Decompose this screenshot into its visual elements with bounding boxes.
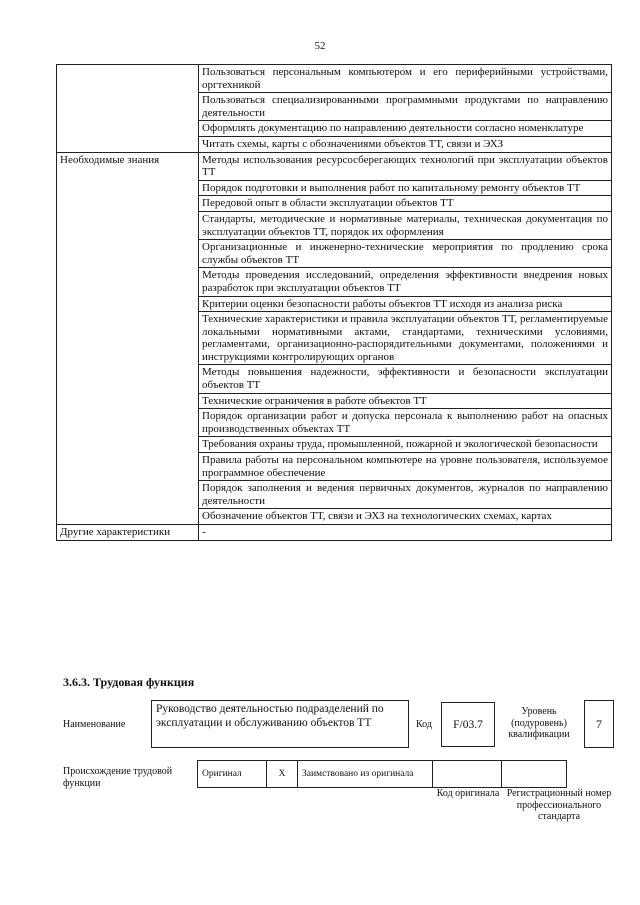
requirements-table bbox=[56, 64, 612, 541]
other-characteristics-value: - bbox=[199, 525, 612, 541]
code-label: Код bbox=[416, 719, 432, 730]
code-original-cell bbox=[433, 761, 502, 788]
knowledge-label: Необходимые знания bbox=[57, 152, 199, 524]
origin-label: Происхождение трудовой функции bbox=[63, 766, 173, 789]
original-mark: X bbox=[267, 761, 298, 788]
knowledge-item: Технические ограничения в работе объектов ТТ bbox=[199, 393, 612, 409]
knowledge-item: Методы повышения надежности, эффективности и безопасности эксплуатации объектов ТТ bbox=[199, 365, 612, 393]
table-row bbox=[57, 152, 612, 180]
page-number: 52 bbox=[314, 40, 326, 52]
original-label: Оригинал bbox=[198, 761, 267, 788]
other-characteristics-label: Другие характеристики bbox=[57, 525, 199, 541]
knowledge-item: Правила работы на персональном компьютере на уровне пользователя, используемое программное обеспечение bbox=[199, 453, 612, 481]
table-row bbox=[198, 761, 567, 788]
empty-label-cell bbox=[57, 65, 199, 153]
knowledge-item: Методы проведения исследований, определения эффективности внедрения новых разработок при эксплуатации объектов ТТ bbox=[199, 268, 612, 296]
skill-item: Пользоваться персональным компьютером и его периферийными устройствами, оргтехникой bbox=[199, 65, 612, 93]
function-name-box: Руководство деятельностью подразделений по эксплуатации и обслуживанию объектов ТТ bbox=[151, 700, 409, 748]
section-title: 3.6.3. Трудовая функция bbox=[63, 675, 195, 689]
reg-number-caption: Регистрационный номер профессионального стандарта bbox=[506, 788, 612, 822]
knowledge-item: Стандарты, методические и нормативные материалы, техническая документация по эксплуатации объектов ТТ, порядок их оформления bbox=[199, 211, 612, 239]
borrowed-label: Заимствовано из оригинала bbox=[298, 761, 433, 788]
knowledge-item: Организационные и инженерно-технические мероприятия по продлению срока службы объектов ТТ bbox=[199, 240, 612, 268]
knowledge-item: Требования охраны труда, промышленной, пожарной и экологической безопасности bbox=[199, 437, 612, 453]
function-code-box: F/03.7 bbox=[441, 702, 495, 747]
skill-item: Оформлять документацию по направлению деятельности согласно номенклатуре bbox=[199, 121, 612, 137]
name-label: Наименование bbox=[63, 719, 126, 730]
skill-item: Читать схемы, карты с обозначениями объектов ТТ, связи и ЭХЗ bbox=[199, 136, 612, 152]
knowledge-item: Критерии оценки безопасности работы объектов ТТ исходя из анализа риска bbox=[199, 296, 612, 312]
qualification-level-box: 7 bbox=[584, 700, 614, 748]
code-original-caption: Код оригинала bbox=[436, 788, 500, 799]
knowledge-item: Обозначение объектов ТТ, связи и ЭХЗ на технологических схемах, картах bbox=[199, 509, 612, 525]
table-row bbox=[57, 65, 612, 93]
table-row bbox=[57, 525, 612, 541]
level-label: Уровень (подуровень) квалификации bbox=[508, 706, 570, 740]
skill-item: Пользоваться специализированными программными продуктами по направлению деятельности bbox=[199, 93, 612, 121]
knowledge-item: Технические характеристики и правила эксплуатации объектов ТТ, регламентируемые локальными нормативными актами, стандартами, техническими условиями, регламентами, организационно-распорядительными документами, положениями и инструкциями контролирующих органов bbox=[199, 312, 612, 365]
reg-number-cell bbox=[502, 761, 567, 788]
knowledge-item: Передовой опыт в области эксплуатации объектов ТТ bbox=[199, 196, 612, 212]
knowledge-item: Порядок подготовки и выполнения работ по капитальному ремонту объектов ТТ bbox=[199, 180, 612, 196]
knowledge-item: Методы использования ресурсосберегающих технологий при эксплуатации объектов ТТ bbox=[199, 152, 612, 180]
origin-table bbox=[197, 760, 567, 788]
knowledge-item: Порядок организации работ и допуска персонала к выполнению работ на опасных производственных объектах ТТ bbox=[199, 409, 612, 437]
knowledge-item: Порядок заполнения и ведения первичных документов, журналов по направлению деятельности bbox=[199, 481, 612, 509]
